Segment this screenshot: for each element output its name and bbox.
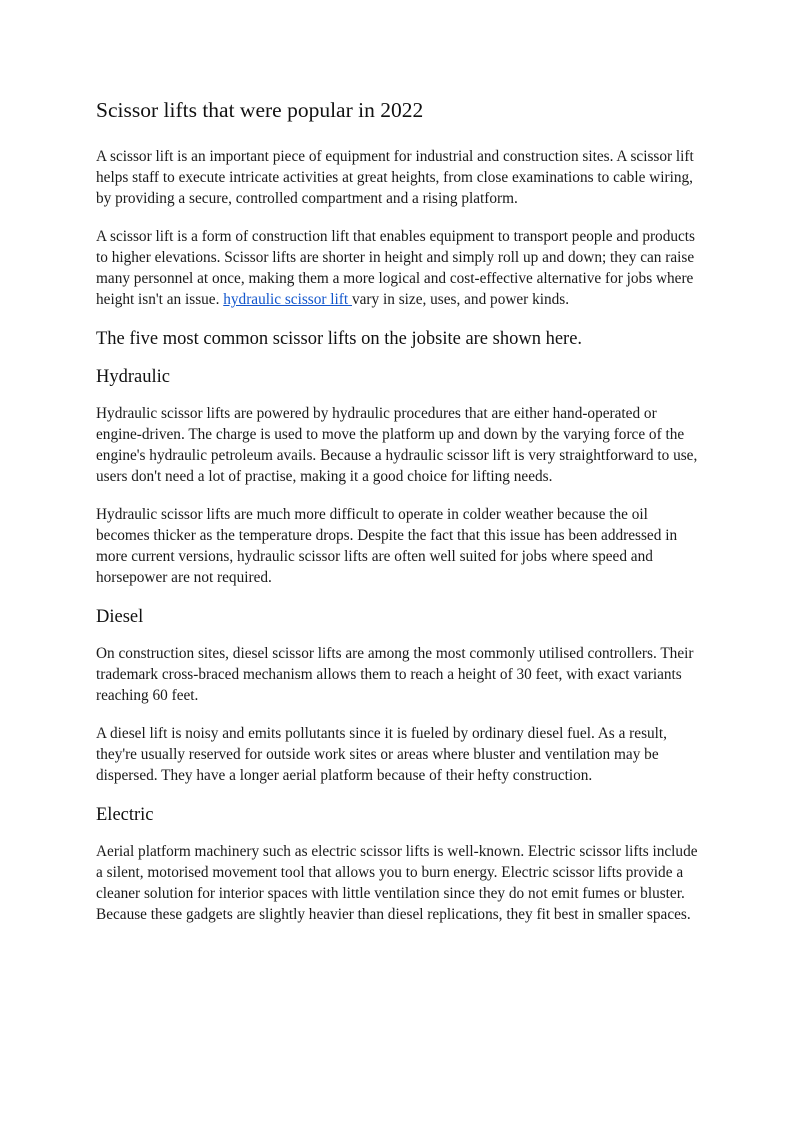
definition-text-end: vary in size, uses, and power kinds. (351, 291, 570, 308)
electric-paragraph-1: Aerial platform machinery such as electric scissor lifts is well-known. Electric scissor lifts include a silent, motorised movement tool that allows you to burn energy. Electric scissor lifts provide a cleaner solution for interior spaces with little ventilation since they do not emit fumes or bluster. Because these gadgets are slightly heavier than diesel replications, they fit best in smaller spaces. (96, 843, 698, 923)
hydraulic-paragraph-2: Hydraulic scissor lifts are much more difficult to operate in colder weather because the oil becomes thicker as the temperature drops. Despite the fact that this issue has been addressed in more current versions, hydraulic scissor lifts are often well suited for jobs where speed and horsepower are not required. (96, 506, 678, 586)
definition-text: A scissor lift is a form of construction lift that enables equipment to transport people and products to higher elevations. Scissor lifts are shorter in height and simply roll up and down; they can raise many personnel at once, making them a more logical and cost-effective alternative for jobs where height isn't an issue. (96, 228, 695, 308)
hydraulic-scissor-lift-link[interactable]: hydraulic scissor lift (223, 291, 352, 308)
section-subheading: The five most common scissor lifts on the jobsite are shown here. (96, 329, 583, 349)
heading-hydraulic: Hydraulic (96, 367, 170, 387)
intro-paragraph: A scissor lift is an important piece of equipment for industrial and construction sites. A scissor lift helps staff to execute intricate activities at great heights, from close examinations to cable wiring, by providing a secure, controlled compartment and a rising platform. (96, 148, 694, 207)
heading-electric: Electric (96, 805, 154, 825)
hydraulic-paragraph-1: Hydraulic scissor lifts are powered by hydraulic procedures that are either hand-operated or engine-driven. The charge is used to move the platform up and down by the varying force of the engine's hydraulic petroleum avails. Because a hydraulic scissor lift is very straightforward to use, users don't need a lot of practise, making it a good choice for lifting needs. (96, 405, 698, 485)
heading-diesel: Diesel (96, 607, 144, 627)
document-page (96, 96, 698, 942)
definition-paragraph (96, 226, 698, 310)
diesel-paragraph-1: On construction sites, diesel scissor lifts are among the most commonly utilised controllers. Their trademark cross-braced mechanism allows them to reach a height of 30 feet, with exact variants reaching 60 feet. (96, 645, 694, 704)
diesel-paragraph-2: A diesel lift is noisy and emits pollutants since it is fueled by ordinary diesel fuel. As a result, they're usually reserved for outside work sites or areas where bluster and ventilation may be dispersed. They have a longer aerial platform because of their hefty construction. (96, 725, 667, 784)
page-title: Scissor lifts that were popular in 2022 (96, 98, 424, 122)
